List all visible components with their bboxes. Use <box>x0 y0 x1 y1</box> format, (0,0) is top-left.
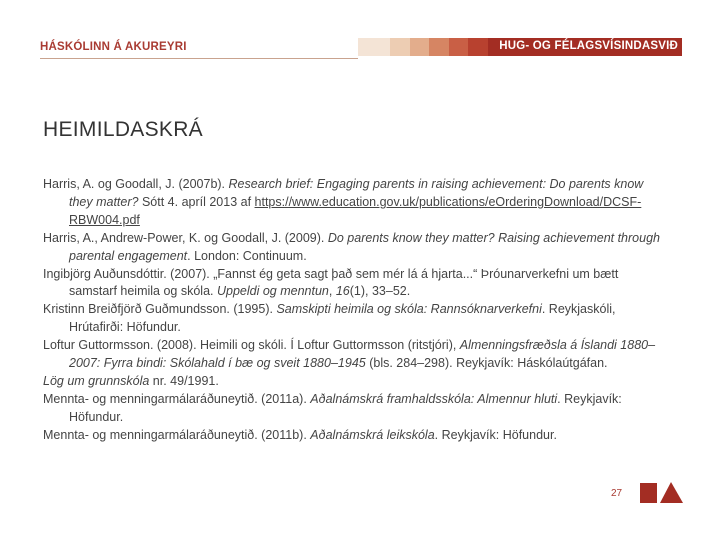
reference-text: Loftur Guttormsson. (2008). Heimili og skóli. Í Loftur Guttormsson (ritstjóri), <box>43 338 460 353</box>
reference-text: Harris, A., Andrew-Power, K. og Goodall, J. (2009). <box>43 230 328 245</box>
band-segment <box>410 38 429 56</box>
reference-italic-text: Lög um grunnskóla <box>43 373 150 388</box>
reference-text: . Reykjavík: Höfundur. <box>434 427 557 442</box>
band-segment <box>429 38 448 56</box>
reference-text: nr. 49/1991. <box>149 373 219 388</box>
reference-entry <box>43 391 663 427</box>
university-name: HÁSKÓLINN Á AKUREYRI <box>40 41 187 53</box>
reference-text: Ingibjörg Auðunsdóttir. (2007). „Fannst ég geta sagt það sem mér lá á hjarta...“ Þróunarverkefni um bætt samstarf heimila og skóla. <box>43 266 619 299</box>
band-segment <box>390 38 409 56</box>
reference-entry <box>43 427 663 445</box>
reference-italic-text: Do parents know they matter? Raising achievement through parental engagement <box>69 230 660 263</box>
page-number: 27 <box>611 488 623 499</box>
reference-italic-text: Aðalnámskrá framhaldsskóla: Almennur hluti <box>310 391 558 406</box>
university-logo-icon <box>640 481 684 503</box>
reference-entry <box>43 373 663 391</box>
reference-italic-text: Uppeldi og menntun <box>216 284 329 299</box>
reference-text: Kristinn Breiðfjörð Guðmundsson. (1995). <box>43 302 277 317</box>
reference-text: (1), 33–52. <box>349 284 411 299</box>
reference-italic-text: Samskipti heimila og skóla: Rannsóknarverkefni <box>276 302 542 317</box>
reference-list <box>43 176 663 445</box>
band-segment <box>449 38 468 56</box>
reference-text: (bls. 284–298). Reykjavík: Háskólaútgáfan. <box>365 356 608 371</box>
reference-text: Harris, A. og Goodall, J. (2007b). <box>43 177 229 191</box>
reference-text: , <box>328 284 336 299</box>
reference-entry <box>43 266 663 302</box>
reference-text: . Reykjavík: Höfundur. <box>69 391 622 424</box>
reference-text: Sótt 4. apríl 2013 af <box>138 194 255 209</box>
department-name: HUG- OG FÉLAGSVÍSINDASVIÐ <box>499 40 678 52</box>
slide-title: HEIMILDASKRÁ <box>43 118 203 141</box>
reference-text: . London: Continuum. <box>187 248 307 263</box>
band-segment <box>358 38 390 56</box>
band-segment <box>468 38 487 56</box>
reference-entry <box>43 337 663 373</box>
reference-text: Mennta- og menningarmálaráðuneytið. (2011a). <box>43 391 311 406</box>
header-divider-line <box>40 58 358 59</box>
reference-italic-text: Research brief: Engaging parents in raising achievement: Do parents know they matter? <box>69 177 644 209</box>
reference-text: . Reykjaskóli, Hrútafirði: Höfundur. <box>69 302 616 335</box>
reference-entry <box>43 301 663 337</box>
reference-entry <box>43 176 663 230</box>
reference-italic-text: Almenningsfræðsla á Íslandi 1880–2007: Fyrra bindi: Skólahald í bæ og sveit 1880–1945 <box>69 338 656 371</box>
reference-text: Mennta- og menningarmálaráðuneytið. (2011b). <box>43 427 311 442</box>
reference-entry <box>43 230 663 266</box>
reference-italic-text: Aðalnámskrá leikskóla <box>310 427 435 442</box>
reference-link[interactable]: https://www.education.gov.uk/publications/eOrderingDownload/DCSF-RBW004.pdf <box>69 194 642 227</box>
reference-italic-text: 16 <box>335 284 350 299</box>
